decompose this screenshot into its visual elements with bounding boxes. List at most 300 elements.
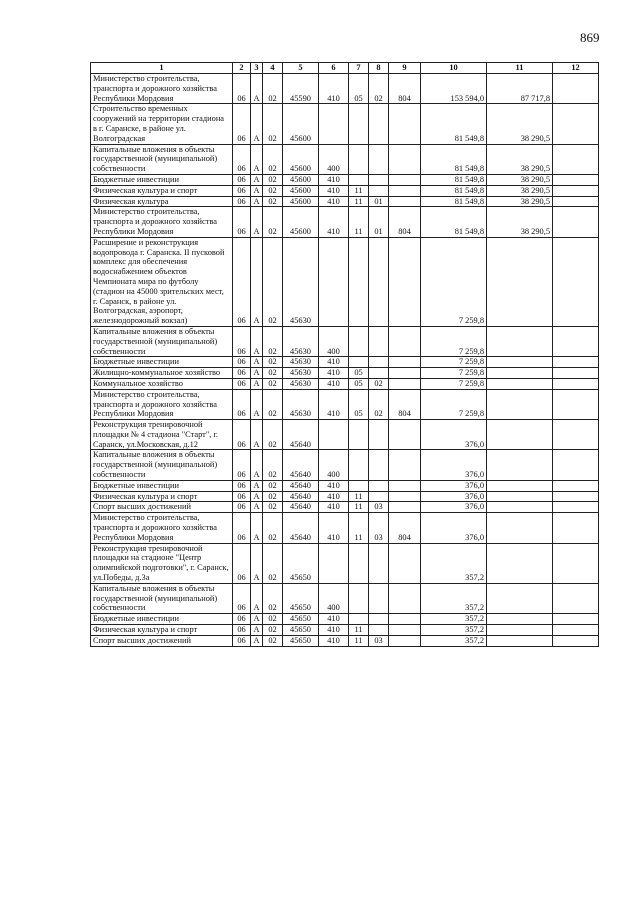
cell-col8 [369, 420, 389, 450]
cell-col2: 06 [233, 207, 251, 237]
cell-col4: 02 [263, 389, 283, 419]
cell-col4: 02 [263, 326, 283, 356]
cell-col5: 45630 [283, 326, 319, 356]
cell-name: Спорт высших достижений [91, 635, 233, 646]
cell-col12 [553, 207, 599, 237]
cell-col10: 376,0 [421, 420, 487, 450]
cell-col12 [553, 196, 599, 207]
cell-col6: 410 [319, 513, 349, 543]
cell-col3: А [251, 378, 263, 389]
cell-col7: 11 [349, 635, 369, 646]
cell-name: Бюджетные инвестиции [91, 357, 233, 368]
cell-col5: 45630 [283, 389, 319, 419]
cell-name: Капитальные вложения в объекты государственной (муниципальной) собственности [91, 144, 233, 174]
cell-col9 [389, 237, 421, 326]
column-header: 5 [283, 63, 319, 74]
cell-name: Физическая культура и спорт [91, 625, 233, 636]
cell-col3: А [251, 625, 263, 636]
cell-col2: 06 [233, 635, 251, 646]
cell-col9 [389, 104, 421, 144]
cell-col2: 06 [233, 625, 251, 636]
cell-col12 [553, 491, 599, 502]
cell-col6: 400 [319, 583, 349, 613]
cell-col7 [349, 614, 369, 625]
cell-col2: 06 [233, 196, 251, 207]
cell-col9 [389, 144, 421, 174]
cell-col10: 7 259,8 [421, 237, 487, 326]
cell-col4: 02 [263, 625, 283, 636]
cell-col9 [389, 368, 421, 379]
cell-col5: 45630 [283, 357, 319, 368]
cell-col9 [389, 450, 421, 480]
cell-name: Министерство строительства, транспорта и дорожного хозяйства Республики Мордовия [91, 74, 233, 104]
cell-col6: 410 [319, 502, 349, 513]
cell-col5: 45640 [283, 480, 319, 491]
cell-col2: 06 [233, 368, 251, 379]
cell-col11 [487, 614, 553, 625]
cell-name: Расширение и реконструкция водопровода г. Саранска. II пусковой комплекс для обеспечения водоснабжением объектов Чемпионата мира по футболу (стадион на 45000 зрительских мест, г. Саранск, в районе ул. Волгоградская, аэропорт, железнодорожный вокзал) [91, 237, 233, 326]
cell-col10: 357,2 [421, 583, 487, 613]
cell-col8 [369, 174, 389, 185]
cell-name: Министерство строительства, транспорта и дорожного хозяйства Республики Мордовия [91, 389, 233, 419]
column-header: 8 [369, 63, 389, 74]
cell-col8 [369, 491, 389, 502]
table-row [91, 614, 599, 625]
cell-col11 [487, 491, 553, 502]
cell-col8: 03 [369, 513, 389, 543]
cell-col12 [553, 502, 599, 513]
cell-col6: 410 [319, 491, 349, 502]
cell-col8 [369, 450, 389, 480]
cell-col2: 06 [233, 502, 251, 513]
cell-col9 [389, 357, 421, 368]
cell-col12 [553, 326, 599, 356]
cell-col4: 02 [263, 513, 283, 543]
cell-col8 [369, 144, 389, 174]
cell-name: Реконструкция тренировочной площадки на стадионе "Центр олимпийской подготовки", г. Саранск, ул.Победы, д.3а [91, 543, 233, 583]
cell-col12 [553, 625, 599, 636]
cell-col5: 45600 [283, 207, 319, 237]
cell-col7 [349, 543, 369, 583]
cell-col2: 06 [233, 104, 251, 144]
cell-col12 [553, 614, 599, 625]
cell-col4: 02 [263, 420, 283, 450]
cell-col5: 45650 [283, 614, 319, 625]
cell-col9 [389, 480, 421, 491]
cell-col10: 81 549,8 [421, 196, 487, 207]
cell-col11 [487, 389, 553, 419]
cell-col12 [553, 513, 599, 543]
table-row [91, 513, 599, 543]
cell-col8 [369, 543, 389, 583]
cell-col7: 11 [349, 491, 369, 502]
cell-col11 [487, 502, 553, 513]
cell-col4: 02 [263, 635, 283, 646]
cell-col3: А [251, 144, 263, 174]
cell-col5: 45600 [283, 174, 319, 185]
cell-col10: 81 549,8 [421, 207, 487, 237]
table-row [91, 104, 599, 144]
cell-col7: 05 [349, 389, 369, 419]
cell-col9 [389, 583, 421, 613]
cell-col4: 02 [263, 185, 283, 196]
cell-col12 [553, 104, 599, 144]
cell-name: Бюджетные инвестиции [91, 174, 233, 185]
cell-col5: 45600 [283, 104, 319, 144]
column-header: 9 [389, 63, 421, 74]
cell-col10: 7 259,8 [421, 378, 487, 389]
cell-col10: 81 549,8 [421, 104, 487, 144]
cell-col5: 45630 [283, 237, 319, 326]
cell-col7 [349, 174, 369, 185]
cell-col11 [487, 326, 553, 356]
cell-col5: 45650 [283, 635, 319, 646]
cell-col12 [553, 450, 599, 480]
column-header: 1 [91, 63, 233, 74]
cell-col6: 410 [319, 614, 349, 625]
cell-col11: 87 717,8 [487, 74, 553, 104]
cell-col7 [349, 144, 369, 174]
cell-col12 [553, 74, 599, 104]
cell-col4: 02 [263, 480, 283, 491]
cell-col5: 45590 [283, 74, 319, 104]
cell-col8 [369, 625, 389, 636]
cell-col12 [553, 543, 599, 583]
cell-col8: 01 [369, 196, 389, 207]
cell-name: Капитальные вложения в объекты государственной (муниципальной) собственности [91, 450, 233, 480]
cell-col8: 03 [369, 635, 389, 646]
cell-col6: 410 [319, 357, 349, 368]
table-row [91, 357, 599, 368]
cell-col10: 357,2 [421, 625, 487, 636]
cell-col12 [553, 144, 599, 174]
cell-col2: 06 [233, 420, 251, 450]
column-header: 12 [553, 63, 599, 74]
cell-col3: А [251, 326, 263, 356]
cell-col11 [487, 420, 553, 450]
cell-col7: 05 [349, 74, 369, 104]
cell-col6: 410 [319, 480, 349, 491]
cell-col7: 11 [349, 207, 369, 237]
cell-col6: 410 [319, 196, 349, 207]
cell-name: Капитальные вложения в объекты государственной (муниципальной) собственности [91, 326, 233, 356]
cell-col7 [349, 420, 369, 450]
cell-col12 [553, 389, 599, 419]
cell-col9 [389, 543, 421, 583]
cell-col4: 02 [263, 144, 283, 174]
cell-col10: 81 549,8 [421, 144, 487, 174]
cell-col9 [389, 420, 421, 450]
cell-col12 [553, 378, 599, 389]
cell-name: Спорт высших достижений [91, 502, 233, 513]
column-header: 4 [263, 63, 283, 74]
table-row [91, 583, 599, 613]
column-header: 11 [487, 63, 553, 74]
cell-col3: А [251, 614, 263, 625]
table-row [91, 543, 599, 583]
cell-col12 [553, 583, 599, 613]
cell-col10: 357,2 [421, 543, 487, 583]
cell-col3: А [251, 491, 263, 502]
cell-col2: 06 [233, 450, 251, 480]
table-row [91, 389, 599, 419]
cell-col2: 06 [233, 378, 251, 389]
cell-col3: А [251, 237, 263, 326]
header-row [91, 63, 599, 74]
cell-col3: А [251, 450, 263, 480]
cell-col12 [553, 635, 599, 646]
cell-col5: 45640 [283, 502, 319, 513]
cell-name: Капитальные вложения в объекты государственной (муниципальной) собственности [91, 583, 233, 613]
table-row [91, 491, 599, 502]
cell-col11: 38 290,5 [487, 104, 553, 144]
cell-col4: 02 [263, 368, 283, 379]
cell-col5: 45600 [283, 196, 319, 207]
cell-name: Коммунальное хозяйство [91, 378, 233, 389]
cell-col7: 05 [349, 368, 369, 379]
cell-col11 [487, 368, 553, 379]
cell-col6 [319, 237, 349, 326]
cell-col4: 02 [263, 614, 283, 625]
cell-col4: 02 [263, 583, 283, 613]
cell-col8 [369, 237, 389, 326]
cell-col2: 06 [233, 491, 251, 502]
cell-name: Физическая культура [91, 196, 233, 207]
cell-col4: 02 [263, 207, 283, 237]
cell-col11: 38 290,5 [487, 174, 553, 185]
cell-col7 [349, 583, 369, 613]
cell-col3: А [251, 480, 263, 491]
cell-col3: А [251, 513, 263, 543]
cell-col11 [487, 625, 553, 636]
cell-col10: 81 549,8 [421, 174, 487, 185]
cell-col2: 06 [233, 389, 251, 419]
cell-col10: 376,0 [421, 450, 487, 480]
cell-col7 [349, 104, 369, 144]
cell-col7 [349, 480, 369, 491]
cell-col10: 357,2 [421, 635, 487, 646]
table-row [91, 207, 599, 237]
cell-col9: 804 [389, 207, 421, 237]
cell-col8 [369, 583, 389, 613]
cell-col3: А [251, 502, 263, 513]
cell-col3: А [251, 174, 263, 185]
cell-col8 [369, 185, 389, 196]
cell-col4: 02 [263, 104, 283, 144]
cell-col2: 06 [233, 174, 251, 185]
cell-col6: 410 [319, 635, 349, 646]
cell-col4: 02 [263, 196, 283, 207]
cell-col5: 45630 [283, 378, 319, 389]
cell-col3: А [251, 543, 263, 583]
cell-col5: 45650 [283, 543, 319, 583]
table-row [91, 144, 599, 174]
cell-col2: 06 [233, 74, 251, 104]
cell-col6: 410 [319, 378, 349, 389]
cell-col2: 06 [233, 614, 251, 625]
cell-col8 [369, 614, 389, 625]
cell-col12 [553, 185, 599, 196]
cell-col9 [389, 185, 421, 196]
cell-col8: 01 [369, 207, 389, 237]
cell-col10: 357,2 [421, 614, 487, 625]
cell-col4: 02 [263, 543, 283, 583]
table-row [91, 450, 599, 480]
cell-col10: 7 259,8 [421, 368, 487, 379]
table-row [91, 368, 599, 379]
cell-col2: 06 [233, 185, 251, 196]
cell-col12 [553, 357, 599, 368]
cell-col4: 02 [263, 378, 283, 389]
cell-col7 [349, 450, 369, 480]
cell-col9 [389, 625, 421, 636]
table-row [91, 502, 599, 513]
cell-col8 [369, 104, 389, 144]
cell-col2: 06 [233, 144, 251, 174]
cell-col2: 06 [233, 480, 251, 491]
cell-col7 [349, 326, 369, 356]
cell-col11 [487, 237, 553, 326]
cell-col12 [553, 174, 599, 185]
cell-col3: А [251, 74, 263, 104]
cell-col10: 7 259,8 [421, 326, 487, 356]
cell-col8: 03 [369, 502, 389, 513]
cell-col2: 06 [233, 237, 251, 326]
cell-col6: 410 [319, 185, 349, 196]
cell-col8 [369, 357, 389, 368]
cell-col3: А [251, 420, 263, 450]
cell-col11 [487, 543, 553, 583]
cell-col9: 804 [389, 389, 421, 419]
cell-col12 [553, 420, 599, 450]
cell-col7: 11 [349, 513, 369, 543]
cell-col4: 02 [263, 74, 283, 104]
cell-col6: 410 [319, 625, 349, 636]
cell-col11 [487, 635, 553, 646]
column-header: 3 [251, 63, 263, 74]
cell-col11: 38 290,5 [487, 144, 553, 174]
cell-col2: 06 [233, 357, 251, 368]
cell-col9 [389, 491, 421, 502]
cell-col3: А [251, 583, 263, 613]
cell-name: Физическая культура и спорт [91, 491, 233, 502]
cell-col11 [487, 583, 553, 613]
column-header: 6 [319, 63, 349, 74]
cell-name: Физическая культура и спорт [91, 185, 233, 196]
cell-col7: 11 [349, 625, 369, 636]
cell-col8: 02 [369, 389, 389, 419]
cell-col4: 02 [263, 357, 283, 368]
cell-col11: 38 290,5 [487, 185, 553, 196]
cell-col11 [487, 513, 553, 543]
cell-col2: 06 [233, 583, 251, 613]
cell-col7: 11 [349, 196, 369, 207]
cell-col9: 804 [389, 74, 421, 104]
cell-col7 [349, 237, 369, 326]
cell-col6: 410 [319, 389, 349, 419]
cell-col7 [349, 357, 369, 368]
cell-col9 [389, 196, 421, 207]
cell-col9 [389, 326, 421, 356]
cell-col12 [553, 368, 599, 379]
table-row [91, 378, 599, 389]
cell-col3: А [251, 357, 263, 368]
cell-col7: 05 [349, 378, 369, 389]
table-row [91, 174, 599, 185]
column-header: 7 [349, 63, 369, 74]
cell-col10: 153 594,0 [421, 74, 487, 104]
cell-col8: 02 [369, 74, 389, 104]
cell-col6 [319, 104, 349, 144]
cell-col12 [553, 480, 599, 491]
cell-col9: 804 [389, 513, 421, 543]
cell-col7: 11 [349, 502, 369, 513]
cell-col2: 06 [233, 326, 251, 356]
cell-col10: 376,0 [421, 491, 487, 502]
column-header: 10 [421, 63, 487, 74]
cell-col3: А [251, 207, 263, 237]
cell-col5: 45650 [283, 583, 319, 613]
cell-col8 [369, 480, 389, 491]
cell-col6: 400 [319, 326, 349, 356]
cell-col4: 02 [263, 174, 283, 185]
cell-col4: 02 [263, 502, 283, 513]
cell-col9 [389, 614, 421, 625]
cell-col3: А [251, 635, 263, 646]
cell-col3: А [251, 196, 263, 207]
column-header: 2 [233, 63, 251, 74]
cell-col5: 45640 [283, 450, 319, 480]
cell-name: Министерство строительства, транспорта и дорожного хозяйства Республики Мордовия [91, 207, 233, 237]
table-row [91, 237, 599, 326]
table-row [91, 480, 599, 491]
cell-col9 [389, 174, 421, 185]
cell-col8 [369, 368, 389, 379]
cell-col9 [389, 502, 421, 513]
cell-col5: 45630 [283, 368, 319, 379]
cell-col6: 410 [319, 174, 349, 185]
cell-col11 [487, 378, 553, 389]
cell-col11 [487, 357, 553, 368]
cell-col7: 11 [349, 185, 369, 196]
cell-col9 [389, 635, 421, 646]
cell-col4: 02 [263, 491, 283, 502]
cell-col5: 45640 [283, 420, 319, 450]
table-row [91, 420, 599, 450]
cell-col10: 376,0 [421, 502, 487, 513]
cell-col6 [319, 543, 349, 583]
cell-col9 [389, 378, 421, 389]
table-row [91, 185, 599, 196]
cell-col10: 7 259,8 [421, 389, 487, 419]
table-row [91, 635, 599, 646]
cell-col10: 7 259,8 [421, 357, 487, 368]
page-number: 869 [580, 30, 600, 45]
cell-name: Бюджетные инвестиции [91, 480, 233, 491]
cell-col5: 45640 [283, 491, 319, 502]
cell-col5: 45640 [283, 513, 319, 543]
cell-col3: А [251, 389, 263, 419]
budget-table [90, 62, 599, 647]
cell-col5: 45600 [283, 185, 319, 196]
cell-col10: 81 549,8 [421, 185, 487, 196]
cell-col6: 410 [319, 368, 349, 379]
table-row [91, 625, 599, 636]
cell-col11: 38 290,5 [487, 207, 553, 237]
cell-name: Жилищно-коммунальное хозяйство [91, 368, 233, 379]
cell-col8: 02 [369, 378, 389, 389]
cell-col11 [487, 450, 553, 480]
